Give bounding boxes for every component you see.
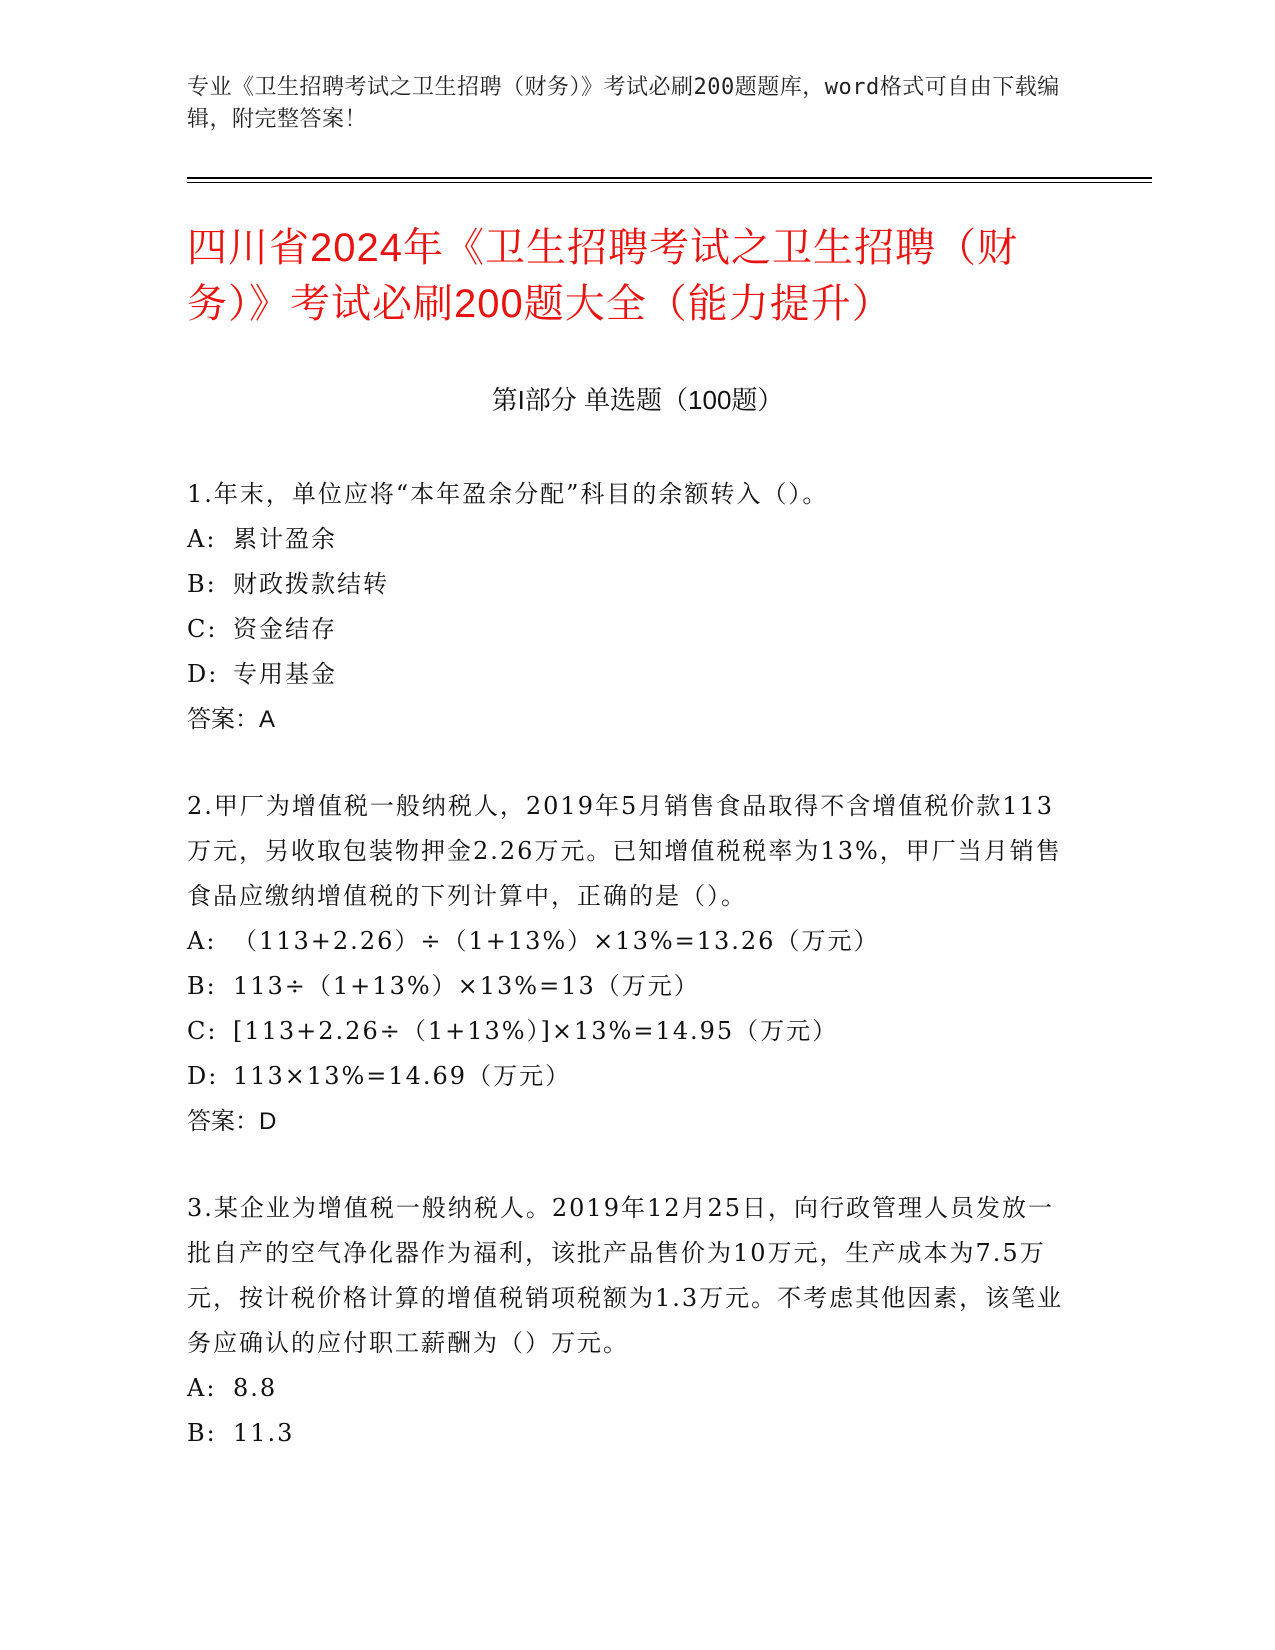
option-c: [187, 607, 1067, 652]
question-text: 1.年末，单位应将“本年盈余分配”科目的余额转入（）。: [187, 480, 829, 508]
option-label: A:: [187, 525, 217, 553]
option-text: 专用基金: [233, 660, 337, 688]
document-title: 四川省2024年《卫生招聘考试之卫生招聘（财务）》考试必刷200题大全（能力提升）: [187, 226, 1018, 326]
option-b: [187, 1411, 1067, 1456]
header-divider-thick: [187, 177, 1152, 179]
option-text: 资金结存: [233, 615, 337, 643]
answer-line: 答案：A: [187, 706, 276, 733]
question-2: [187, 784, 1067, 1144]
question-text: 3.某企业为增值税一般纳税人。2019年12月25日，向行政管理人员发放一批自产的空气净化器作为福利，该批产品售价为10万元，生产成本为7.5万元，按计税价格计算的增值税销项税额为1.3万元。不考虑其他因素，该笔业务应确认的应付职工薪酬为（）万元。: [187, 1194, 1064, 1357]
option-d: [187, 652, 1067, 697]
header-note: 专业《卫生招聘考试之卫生招聘（财务）》考试必刷200题题库，word格式可自由下载编辑，附完整答案！: [187, 75, 1060, 132]
option-label: C:: [187, 1017, 218, 1045]
question-text: 2.甲厂为增值税一般纳税人，2019年5月销售食品取得不含增值税价款113万元，另收取包装物押金2.26万元。已知增值税税率为13%，甲厂当月销售食品应缴纳增值税的下列计算中，正确的是（）。: [187, 792, 1062, 910]
option-label: D:: [187, 660, 219, 688]
option-text: 113÷（1+13%）×13%=13（万元）: [233, 972, 700, 1000]
option-label: B:: [187, 1419, 217, 1447]
option-c: [187, 1009, 1067, 1054]
option-text: 8.8: [233, 1374, 278, 1402]
option-a: [187, 1366, 1067, 1411]
option-label: C:: [187, 615, 218, 643]
option-a: [187, 919, 1067, 964]
option-d: [187, 1054, 1067, 1099]
option-label: B:: [187, 570, 217, 598]
option-text: [113+2.26÷（1+13%）]×13%=14.95（万元）: [233, 1017, 839, 1045]
question-1: [187, 472, 1067, 742]
option-label: A:: [187, 927, 217, 955]
section-heading: 第I部分 单选题（100题）: [491, 385, 784, 415]
option-label: D:: [187, 1062, 219, 1090]
question-3: [187, 1186, 1067, 1456]
option-b: [187, 562, 1067, 607]
option-text: 11.3: [233, 1419, 295, 1447]
option-text: 累计盈余: [233, 525, 337, 553]
option-a: [187, 517, 1067, 562]
answer-line: 答案：D: [187, 1108, 277, 1135]
option-text: （113+2.26）÷（1+13%）×13%=13.26（万元）: [233, 927, 880, 955]
option-text: 财政拨款结转: [233, 570, 389, 598]
option-label: B:: [187, 972, 217, 1000]
option-text: 113×13%=14.69（万元）: [233, 1062, 572, 1090]
option-b: [187, 964, 1067, 1009]
option-label: A:: [187, 1374, 217, 1402]
question-list: [187, 472, 1067, 1498]
header-divider-thin: [187, 182, 1152, 183]
